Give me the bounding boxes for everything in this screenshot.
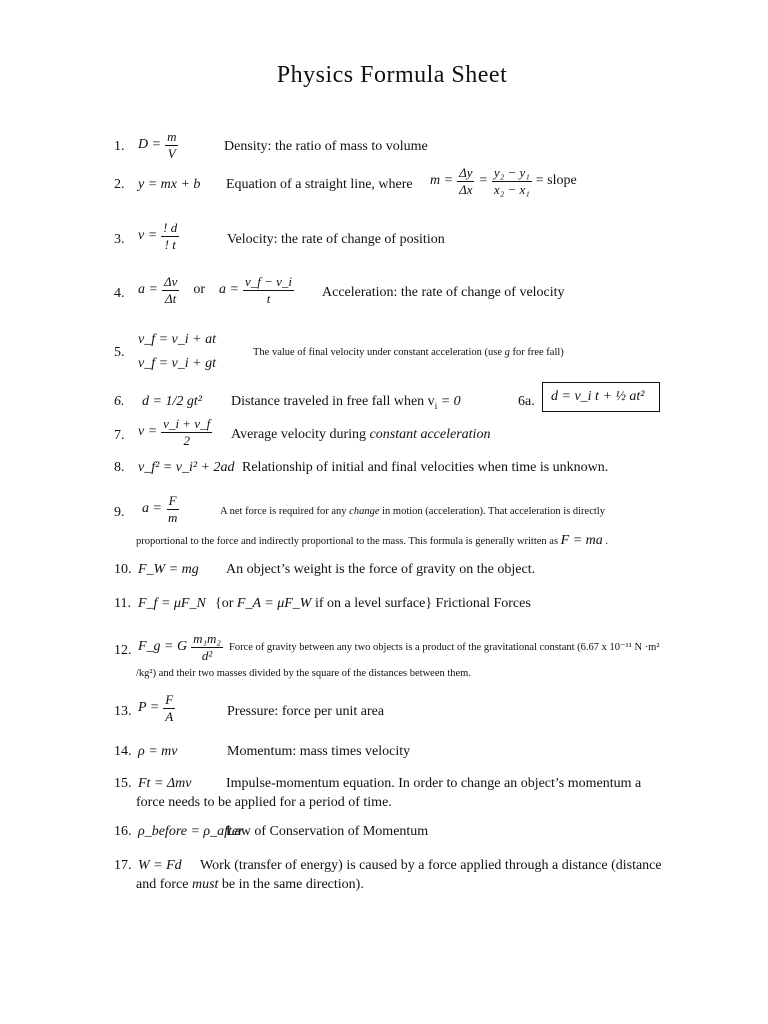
item-16-number: 16.: [114, 824, 132, 839]
item-2-number: 2.: [114, 177, 125, 192]
item-7-formula: v = $\frac{v\_i + v\_f}{2}$: [138, 416, 211, 448]
item-8-number: 8.: [114, 460, 125, 475]
item-11-formula: F_f = μF_N: [138, 596, 206, 611]
item-6-number: 6.: [114, 394, 125, 409]
item-14-formula: ρ = mv: [138, 744, 178, 759]
item-11-description: {or F_A = μF_W if on a level surface} Frictional Forces: [215, 596, 531, 611]
item-6a-boxed-formula: d = v_i t + ½ at²: [542, 382, 660, 412]
item-15-description-line-1: Impulse-momentum equation. In order to change an object’s momentum a: [226, 776, 642, 791]
item-4-formula: a = $\frac{\Delta v}{\Delta t}$ or a = $\frac{v\_f - v\_i}{t}$: [138, 274, 293, 306]
item-14-description: Momentum: mass times velocity: [227, 744, 411, 759]
item-9-description-line-1: A net force is required for any change in motion (acceleration). That acceleration is directly: [220, 506, 605, 517]
item-12-description-line-2: /kg²) and their two masses divided by the square of the distances between them.: [136, 668, 471, 679]
item-12-number: 12.: [114, 643, 132, 658]
item-2-description: Equation of a straight line, where: [226, 177, 413, 192]
item-12-description-line-1: Force of gravity between any two objects is a product of the gravitational constant (6.67 x 10⁻¹¹ N ·m²: [229, 642, 660, 653]
item-15-formula: Ft = Δmv: [138, 776, 192, 791]
item-2-slope-formula: m = $\frac{\Delta y}{\Delta x}$ = $\frac{\text{y₂ − y₁}}{\text{x₂ − x₁}}$ = slope: [430, 165, 577, 197]
item-17-description-line-1: Work (transfer of energy) is caused by a force applied through a distance (distance: [200, 858, 662, 873]
item-4-description: Acceleration: the rate of change of velocity: [322, 285, 565, 300]
item-16-description: Law of Conservation of Momentum: [226, 824, 429, 839]
item-17-formula: W = Fd: [138, 858, 182, 873]
item-7-description: Average velocity during constant acceleration: [231, 427, 491, 442]
item-1-description: Density: the ratio of mass to volume: [224, 139, 428, 154]
item-5-formula-line-2: v_f = v_i + gt: [138, 356, 216, 371]
item-10-formula: F_W = mg: [138, 562, 199, 577]
item-17-number: 17.: [114, 858, 132, 873]
item-2-formula: y = mx + b: [138, 177, 201, 192]
item-6-formula: d = 1/2 gt²: [142, 394, 202, 409]
item-15-description-line-2: force needs to be applied for a period of time.: [136, 795, 392, 810]
item-1-formula: D = $\frac{m}{V}$: [138, 129, 177, 161]
item-13-description: Pressure: force per unit area: [227, 704, 385, 719]
item-4-number: 4.: [114, 286, 125, 301]
item-9-formula: a = $\frac{F}{m}$: [142, 493, 178, 525]
item-9-number: 9.: [114, 505, 125, 520]
item-3-number: 3.: [114, 232, 125, 247]
item-16-formula: ρ_before = ρ_after: [138, 824, 244, 839]
item-5-description: The value of final velocity under constant acceleration (use g for free fall): [253, 347, 564, 358]
item-6-description: Distance traveled in free fall when $v_i = 0$: [231, 394, 461, 411]
item-13-formula: P = $\frac{F}{A}$: [138, 692, 174, 724]
item-7-number: 7.: [114, 428, 125, 443]
item-10-description: An object’s weight is the force of gravity on the object.: [226, 562, 536, 577]
page-title: Physics Formula Sheet: [276, 62, 508, 88]
item-17-description-line-2: and force must be in the same direction).: [136, 877, 364, 892]
item-1-number: 1.: [114, 139, 125, 154]
item-5-formula-line-1: v_f = v_i + at: [138, 332, 216, 347]
item-5-number: 5.: [114, 345, 125, 360]
item-13-number: 13.: [114, 704, 132, 719]
item-11-number: 11.: [114, 596, 131, 611]
item-3-description: Velocity: the rate of change of position: [227, 232, 445, 247]
item-15-number: 15.: [114, 776, 132, 791]
item-8-description: Relationship of initial and final velocities when time is unknown.: [242, 460, 609, 475]
item-3-formula: v = $\frac{! d}{! t}$: [138, 220, 178, 252]
item-9-description-line-2: proportional to the force and indirectly proportional to the mass. This formula is generally written as F = ma .: [136, 533, 609, 548]
item-6a-number: 6a.: [518, 394, 535, 409]
item-10-number: 10.: [114, 562, 132, 577]
item-8-formula: v_f² = v_i² + 2ad: [138, 460, 235, 475]
item-14-number: 14.: [114, 744, 132, 759]
item-12-formula: F_g = G $\frac{\text{m₁m₂}}{\text{d²}}$: [138, 631, 221, 663]
